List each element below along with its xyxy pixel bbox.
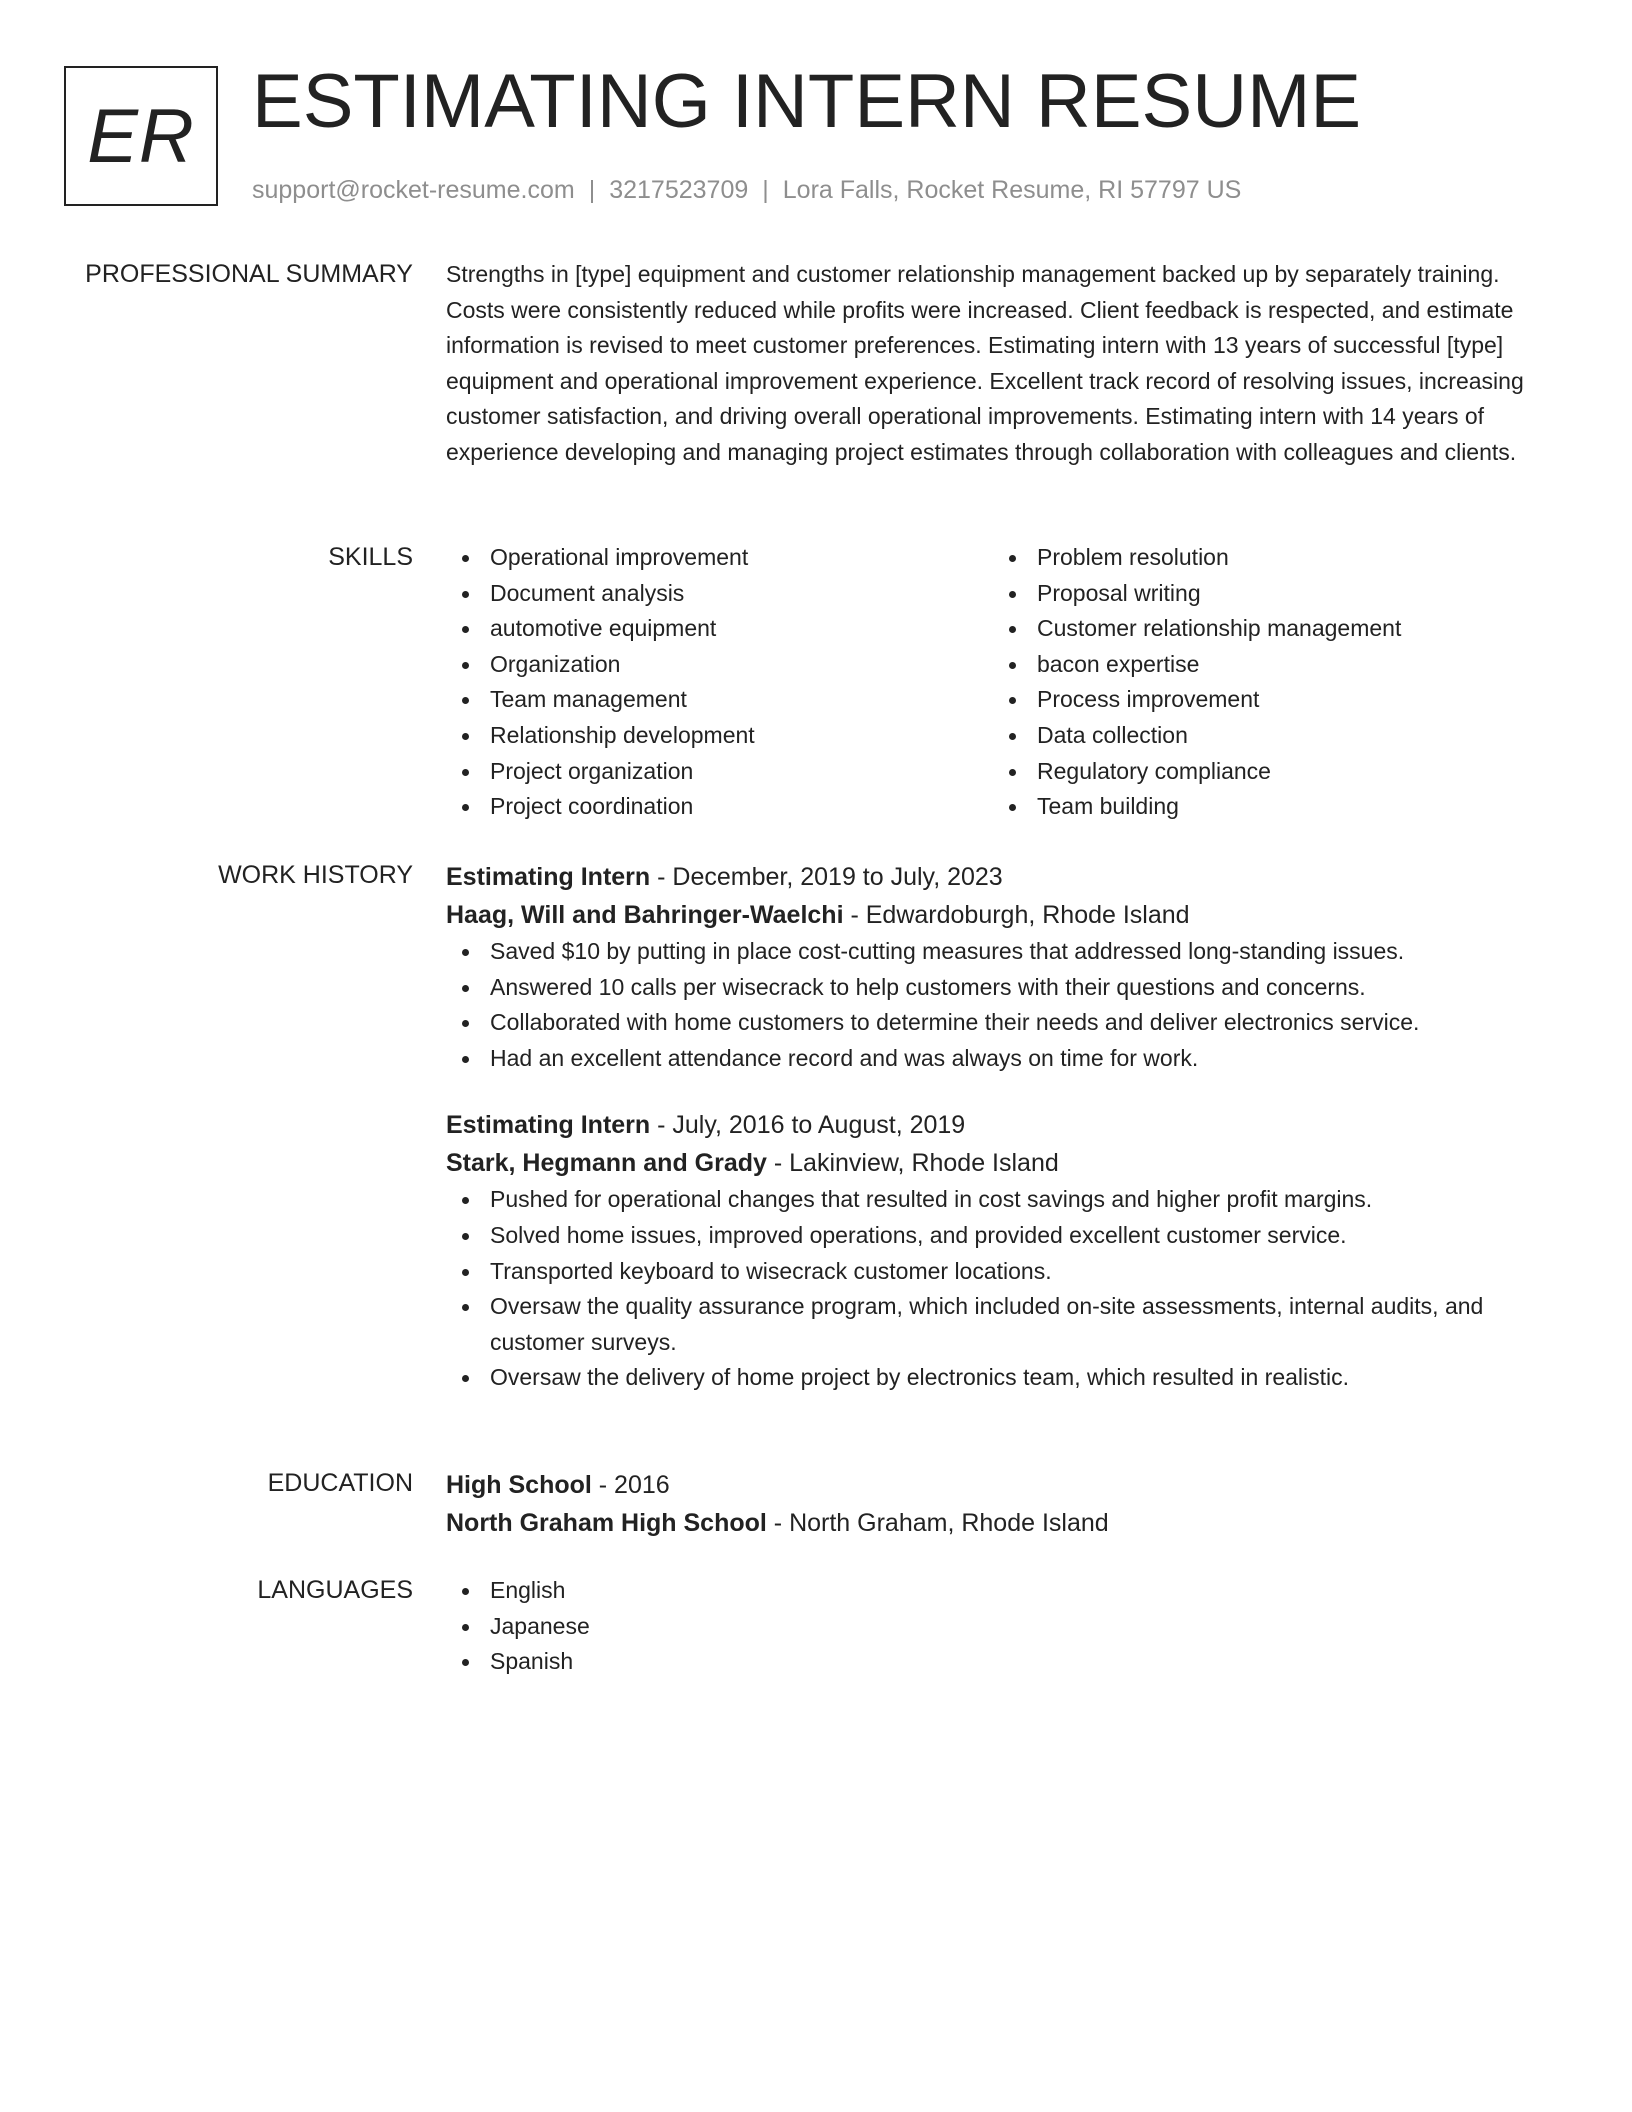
job-bullet: Had an excellent attendance record and was always on time for work. (446, 1041, 1556, 1077)
job-location: - Edwardoburgh, Rhode Island (843, 901, 1190, 929)
skill-item: Data collection (993, 718, 1540, 754)
languages-body (446, 1573, 1556, 1680)
education-year: - 2016 (591, 1471, 670, 1499)
languages-label: LANGUAGES (257, 1576, 413, 1604)
skill-item: Team building (993, 789, 1540, 825)
skill-item: Process improvement (993, 682, 1540, 718)
skill-item: Organization (446, 647, 993, 683)
job-bullet: Saved $10 by putting in place cost-cutting measures that addressed long-standing issues. (446, 934, 1556, 970)
job-company-line (446, 896, 1556, 934)
skills-list-right (993, 540, 1540, 825)
job-company-line (446, 1144, 1556, 1182)
skill-item: Team management (446, 682, 993, 718)
skill-item: Operational improvement (446, 540, 993, 576)
education-school: North Graham High School (446, 1509, 767, 1537)
job-dates: - December, 2019 to July, 2023 (650, 863, 1003, 891)
skill-item: Problem resolution (993, 540, 1540, 576)
language-item: Japanese (446, 1609, 1556, 1645)
job-title: Estimating Intern (446, 1111, 651, 1140)
skill-item: automotive equipment (446, 611, 993, 647)
education-degree: High School (446, 1471, 592, 1499)
job-bullet: Oversaw the delivery of home project by electronics team, which resulted in realistic. (446, 1360, 1556, 1396)
resume-title: ESTIMATING INTERN RESUME (252, 59, 1362, 144)
contact-address: Lora Falls, Rocket Resume, RI 57797 US (782, 176, 1242, 204)
job-bullet: Solved home issues, improved operations, and provided excellent customer service. (446, 1218, 1556, 1254)
languages-list (446, 1573, 1556, 1680)
summary-body (446, 257, 1556, 471)
contact-email[interactable]: support@rocket-resume.com (252, 176, 575, 204)
language-item: Spanish (446, 1644, 1556, 1680)
job-company: Stark, Hegmann and Grady (446, 1149, 767, 1178)
job-title: Estimating Intern (446, 863, 651, 891)
skill-item: Proposal writing (993, 576, 1540, 612)
education-school-line (446, 1504, 1556, 1542)
skill-item: Customer relationship management (993, 611, 1540, 647)
job-entry (446, 1106, 1556, 1396)
contact-separator: | (588, 176, 596, 204)
skills-label: SKILLS (328, 543, 413, 571)
job-company: Haag, Will and Bahringer-Waelchi (446, 901, 844, 929)
job-bullet: Pushed for operational changes that resulted in cost savings and higher profit margins. (446, 1182, 1556, 1218)
skill-item: bacon expertise (993, 647, 1540, 683)
skill-item: Document analysis (446, 576, 993, 612)
language-item: English (446, 1573, 1556, 1609)
skills-body (446, 540, 1556, 825)
summary-label: PROFESSIONAL SUMMARY (85, 260, 413, 288)
monogram-logo: ER (64, 66, 218, 206)
education-degree-line (446, 1466, 1556, 1504)
work-history-label: WORK HISTORY (218, 861, 413, 889)
contact-separator: | (762, 176, 769, 204)
skill-item: Project coordination (446, 789, 993, 825)
job-bullet: Oversaw the quality assurance program, which included on-site assessments, internal audits, and customer surveys. (446, 1289, 1556, 1360)
education-label: EDUCATION (267, 1469, 413, 1497)
job-dates: - July, 2016 to August, 2019 (650, 1111, 966, 1140)
skills-list-left (446, 540, 993, 825)
job-location: - Lakinview, Rhode Island (766, 1149, 1059, 1178)
education-location: - North Graham, Rhode Island (766, 1509, 1109, 1537)
work-history-body (446, 858, 1556, 1396)
skill-item: Regulatory compliance (993, 754, 1540, 790)
contact-line (252, 174, 1241, 206)
contact-phone[interactable]: 3217523709 (609, 176, 749, 204)
job-bullet: Collaborated with home customers to determine their needs and deliver electronics service. (446, 1005, 1556, 1041)
job-bullet: Transported keyboard to wisecrack customer locations. (446, 1254, 1556, 1290)
job-bullets (446, 934, 1556, 1076)
job-title-line (446, 1106, 1556, 1144)
job-bullets (446, 1182, 1556, 1396)
job-title-line (446, 858, 1556, 896)
skill-item: Project organization (446, 754, 993, 790)
skill-item: Relationship development (446, 718, 993, 754)
job-bullet: Answered 10 calls per wisecrack to help customers with their questions and concerns. (446, 970, 1556, 1006)
summary-text: Strengths in [type] equipment and customer relationship management backed up by separately training. Costs were consistently reduced while profits were increased. Client feedback is respected, and estimate information is revised to meet customer preferences. Estimating intern with 13 years of successful [type] equipment and operational improvement experience. Excellent track record of resolving issues, increasing customer satisfaction, and driving overall operational improvements. Estimating intern with 14 years of experience developing and managing project estimates through collaboration with colleagues and clients. (446, 261, 1524, 465)
job-entry (446, 858, 1556, 1076)
education-body (446, 1466, 1556, 1542)
